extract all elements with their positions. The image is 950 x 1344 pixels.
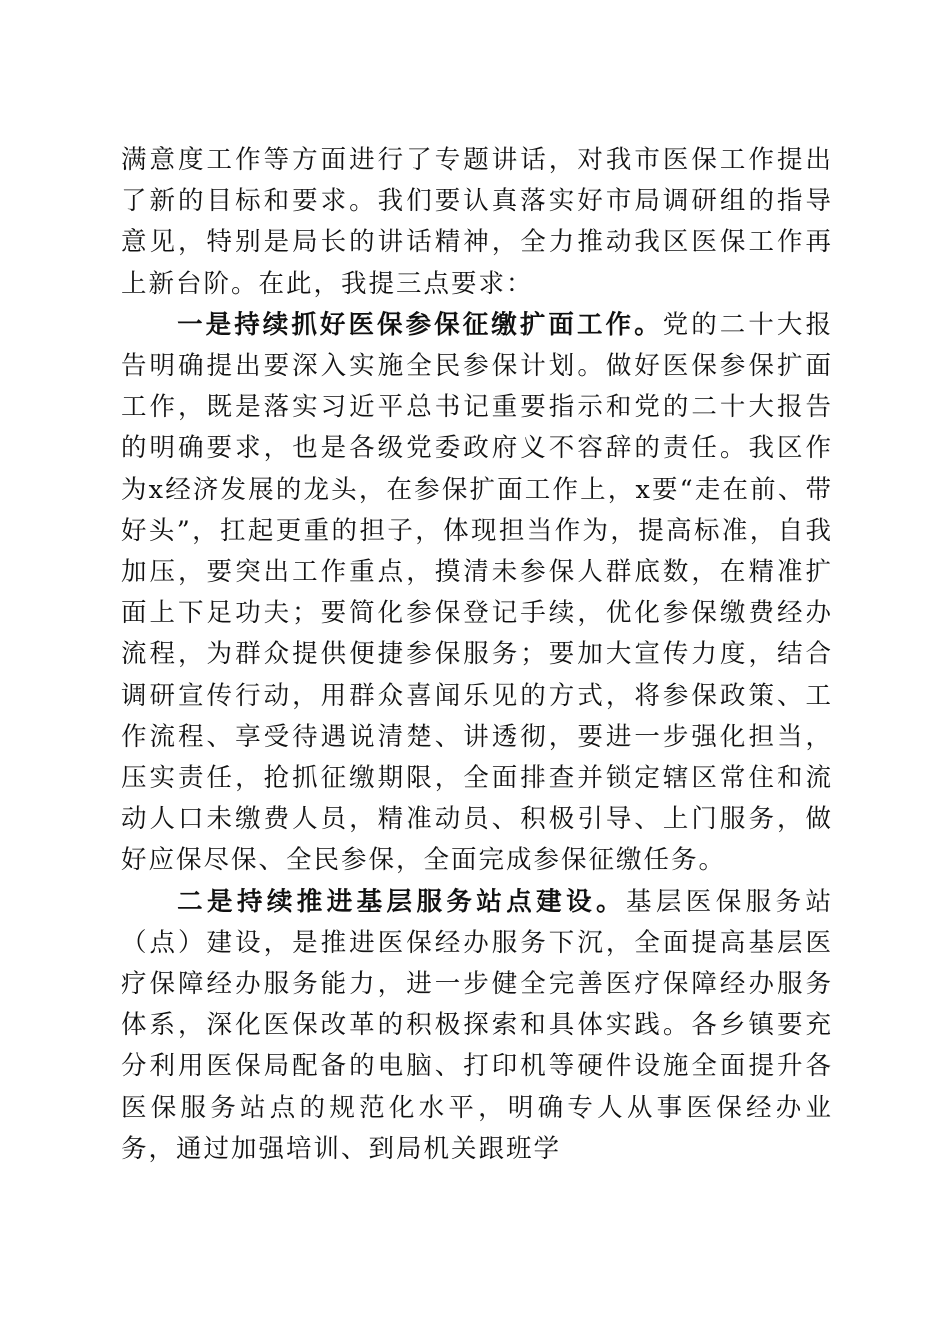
document-body: [121, 140, 833, 1170]
paragraph-intro: [121, 140, 833, 305]
paragraph-text: 基层医保服务站（点）建设，是推进医保经办服务下沉，全面提高基层医疗保障经办服务能力，进一步健全完善医疗保障经办服务体系，深化医保改革的积极探索和具体实践。各乡镇要充分利用医保局配备的电脑、打印机等硬件设施全面提升各医保服务站点的规范化水平，明确专人从事医保经办业务，通过加强培训、到局机关跟班学: [121, 886, 833, 1164]
paragraph-text: 党的二十大报告明确提出要深入实施全民参保计划。做好医保参保扩面工作，既是落实习近平总书记重要指示和党的二十大报告的明确要求，也是各级党委政府义不容辞的责任。我区作为x经济发展的龙头，在参保扩面工作上，x要“走在前、带好头”，扛起更重的担子，体现担当作为，提高标准，自我加压，要突出工作重点，摸清未参保人群底数，在精准扩面上下足功夫；要简化参保登记手续，优化参保缴费经办流程，为群众提供便捷参保服务；要加大宣传力度，结合调研宣传行动，用群众喜闻乐见的方式，将参保政策、工作流程、享受待遇说清楚、讲透彻，要进一步强化担当，压实责任，抢抓征缴期限，全面排查并锁定辖区常住和流动人口未缴费人员，精准动员、积极引导、上门服务，做好应保尽保、全民参保，全面完成参保征缴任务。: [121, 309, 833, 876]
paragraph-lead-heading: 一是持续抓好医保参保征缴扩面工作。: [177, 309, 663, 340]
paragraph-point-one: [121, 305, 833, 882]
paragraph-lead-heading: 二是持续推进基层服务站点建设。: [177, 886, 626, 917]
paragraph-point-two: [121, 882, 833, 1170]
paragraph-text: 满意度工作等方面进行了专题讲话，对我市医保工作提出了新的目标和要求。我们要认真落实好市局调研组的指导意见，特别是局长的讲话精神，全力推动我区医保工作再上新台阶。在此，我提三点要求：: [121, 145, 833, 299]
